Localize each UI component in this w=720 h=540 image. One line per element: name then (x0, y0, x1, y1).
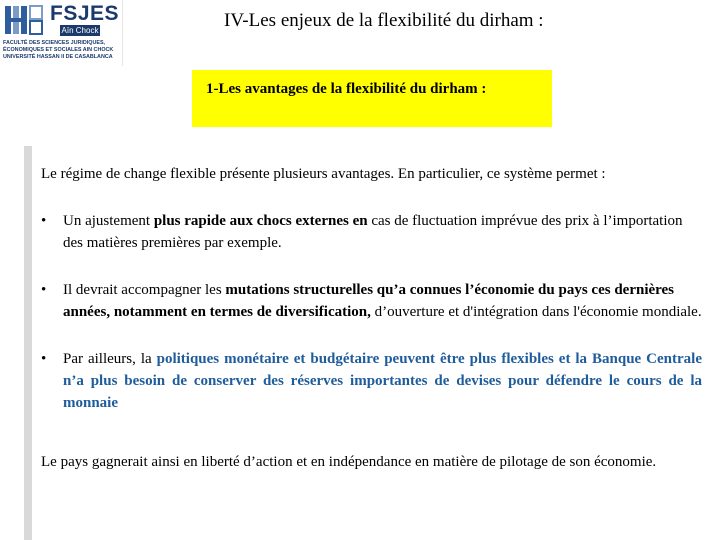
advantage-item (41, 210, 702, 254)
logo-caption-line: ÉCONOMIQUES ET SOCIALES AIN CHOCK (3, 47, 114, 53)
faculty-logo (0, 0, 123, 66)
content-card (32, 138, 712, 540)
logo-subname: Aïn Chock (61, 26, 99, 35)
bullet-icon: • (41, 213, 47, 229)
advantage-item (41, 348, 702, 414)
advantages-list (41, 210, 702, 414)
advantage-text: d’ouverture et d'intégration dans l'économie mondiale. (370, 304, 702, 320)
university-emblem-icon (4, 4, 44, 36)
advantage-text: Un ajustement (63, 213, 154, 229)
logo-name: FSJES (50, 2, 120, 25)
logo-caption-line: FACULTÉ DES SCIENCES JURIDIQUES, (3, 40, 106, 46)
advantage-emphasis: politiques monétaire et budgétaire peuvent être plus flexibles et la Banque Centrale n’a plus besoin de conserver des réserves importantes de devises pour défendre le cours de la monnaie (63, 351, 702, 411)
content-body (41, 164, 702, 473)
advantage-text: Il devrait accompagner les (63, 282, 226, 298)
section-banner (192, 70, 552, 127)
advantage-text: Par ailleurs, la (63, 351, 157, 367)
logo-caption (3, 40, 121, 61)
advantage-item (41, 279, 702, 323)
advantage-emphasis: plus rapide aux chocs externes en (153, 213, 368, 229)
conclusion-paragraph: Le pays gagnerait ainsi en liberté d’action et en indépendance en matière de pilotage de son économie. (41, 454, 657, 470)
section-subtitle: 1-Les avantages de la flexibilité du dirham : (206, 81, 487, 97)
bullet-icon: • (41, 282, 47, 298)
bullet-icon: • (41, 351, 47, 367)
advantage-emphasis: mutations structurelles qu’a connues l’économie du pays ces dernières années, notamment en termes de diversification, (63, 282, 675, 320)
intro-paragraph: Le régime de change flexible présente plusieurs avantages. En particulier, ce système permet : (41, 166, 606, 182)
logo-caption-line: UNIVERSITÉ HASSAN II DE CASABLANCA (3, 54, 113, 60)
advantage-text: cas de fluctuation imprévue des prix à l’importation des matières premières par exemple. (63, 213, 683, 251)
page-title: IV-Les enjeux de la flexibilité du dirham : (224, 10, 544, 31)
